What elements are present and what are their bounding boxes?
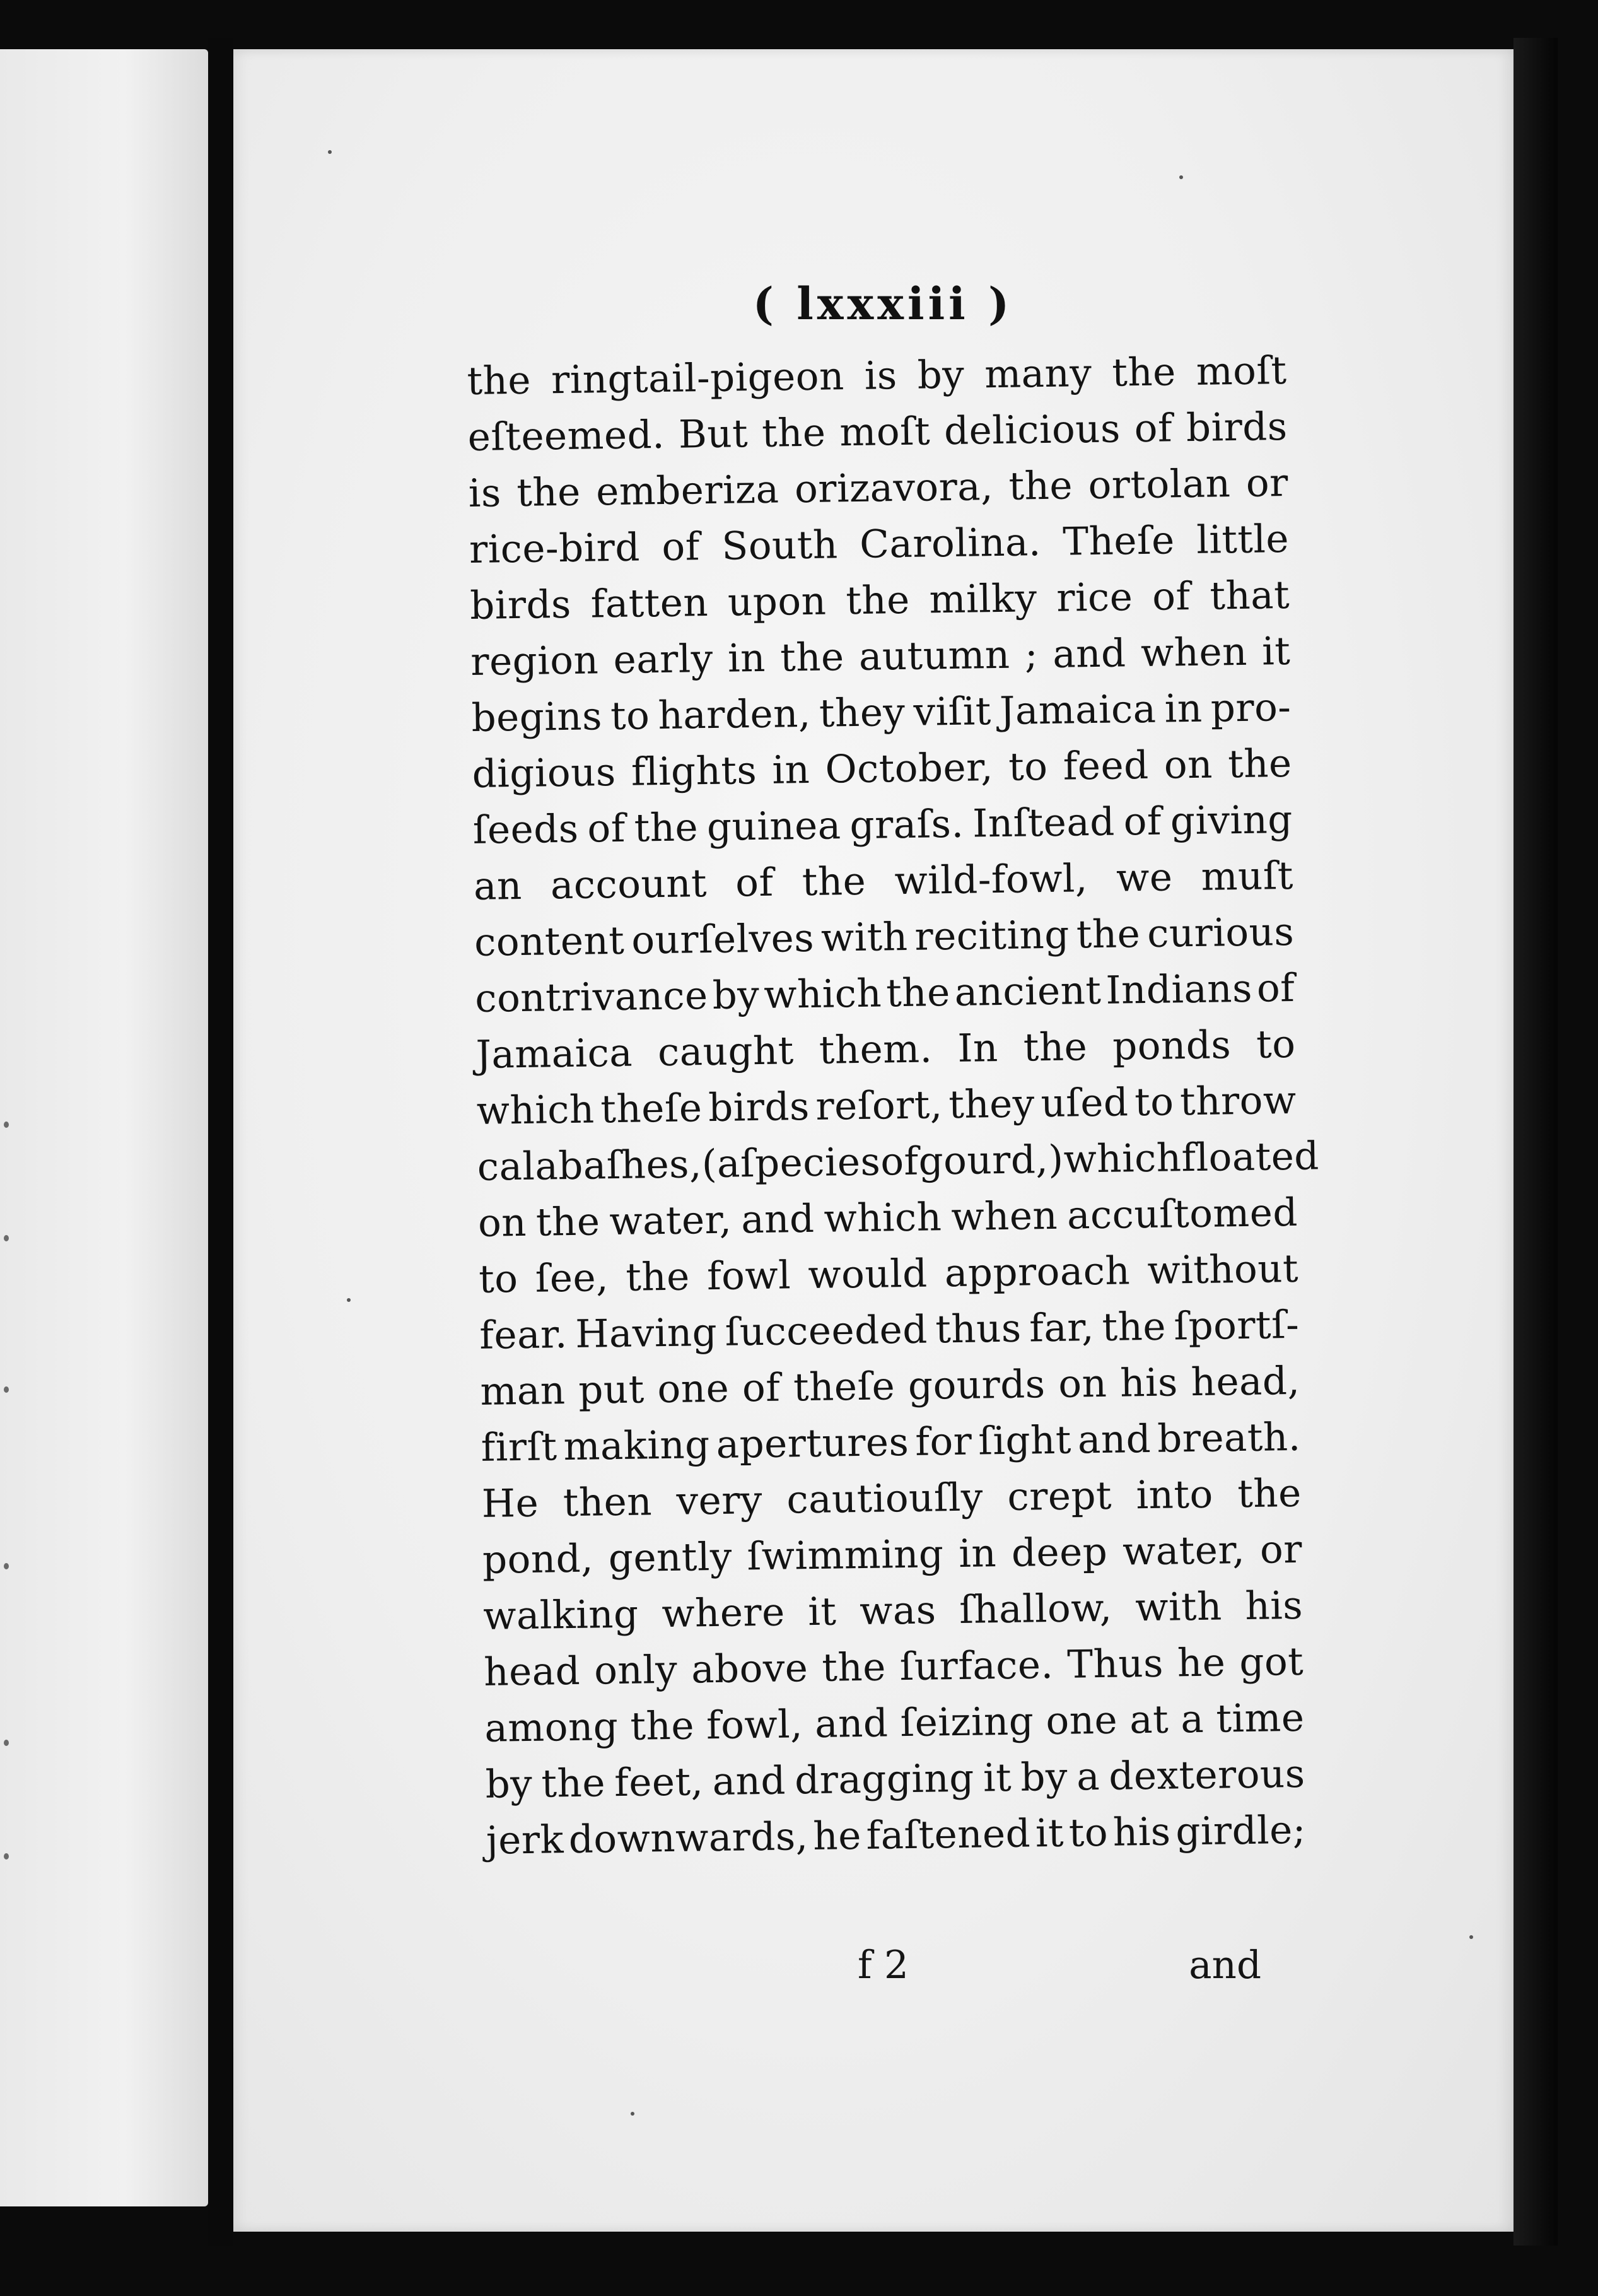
- text-line: rice-bird of South Carolina. Theſe little: [469, 516, 1290, 572]
- text-line: among the fowl, and ſeizing one at a time: [484, 1695, 1305, 1751]
- text-line: walking where it was ſhallow, with his: [482, 1583, 1303, 1639]
- text-line: to ſee, the fowl would approach without: [478, 1246, 1299, 1302]
- text-line: begins to harden, they viſit Jamaica in pro-: [471, 684, 1292, 741]
- text-line: jerk downwards, he faſtened it to his girdle;: [486, 1807, 1307, 1863]
- text-line: head only above the ſurface. Thus he got: [483, 1639, 1304, 1695]
- text-line: by the feet, and dragging it by a dexterous: [485, 1751, 1305, 1807]
- text-line: pond, gently ſwimming in deep water, or: [482, 1526, 1303, 1583]
- text-line: He then very cautiouſly crept into the: [481, 1470, 1302, 1526]
- text-line: which theſe birds reſort, they uſed to throw: [476, 1077, 1297, 1133]
- text-line: fear. Having ſucceeded thus far, the ſportſ-: [479, 1302, 1300, 1358]
- text-line: digious flights in October, to feed on the: [472, 741, 1293, 797]
- text-line: ſeeds of the guinea graſs. Inſtead of giving: [472, 797, 1293, 853]
- printer-signature: f 2: [858, 1943, 909, 1988]
- text-line: is the emberiza orizavora, the ortolan or: [468, 460, 1289, 516]
- page-footer: [858, 1943, 1261, 1993]
- page-shadow-edge: [1513, 38, 1558, 2246]
- text-line: region early in the autumn ; and when it: [470, 628, 1291, 684]
- text-line: birds fatten upon the milky rice of that: [469, 572, 1290, 628]
- facing-page-edge: [0, 49, 208, 2206]
- page-number: ( lxxxiii ): [752, 278, 1013, 330]
- text-line: firſt making apertures for ſight and breath.: [481, 1414, 1302, 1470]
- text-line: man put one of theſe gourds on his head,: [480, 1358, 1300, 1414]
- text-line: calabaſhes, (a ſpecies of gourd,) which floated: [477, 1133, 1320, 1190]
- bleed-through-marks: [4, 1122, 16, 2005]
- text-line: an account of the wild-fowl, we muſt: [473, 853, 1294, 909]
- book-gutter: [208, 38, 233, 2246]
- text-line: the ringtail-pigeon is by many the moſt: [467, 348, 1287, 404]
- text-line: Jamaica caught them. In the ponds to: [475, 1021, 1296, 1077]
- text-line: on the water, and which when accuſtomed: [477, 1190, 1298, 1246]
- body-text: [467, 343, 1320, 1869]
- text-line: contrivance by which the ancient Indians of: [474, 965, 1295, 1021]
- catchword: and: [1189, 1943, 1261, 1988]
- text-line: content ourſelves with reciting the curious: [474, 909, 1295, 965]
- text-line: eſteemed. But the moſt delicious of birds: [467, 404, 1288, 460]
